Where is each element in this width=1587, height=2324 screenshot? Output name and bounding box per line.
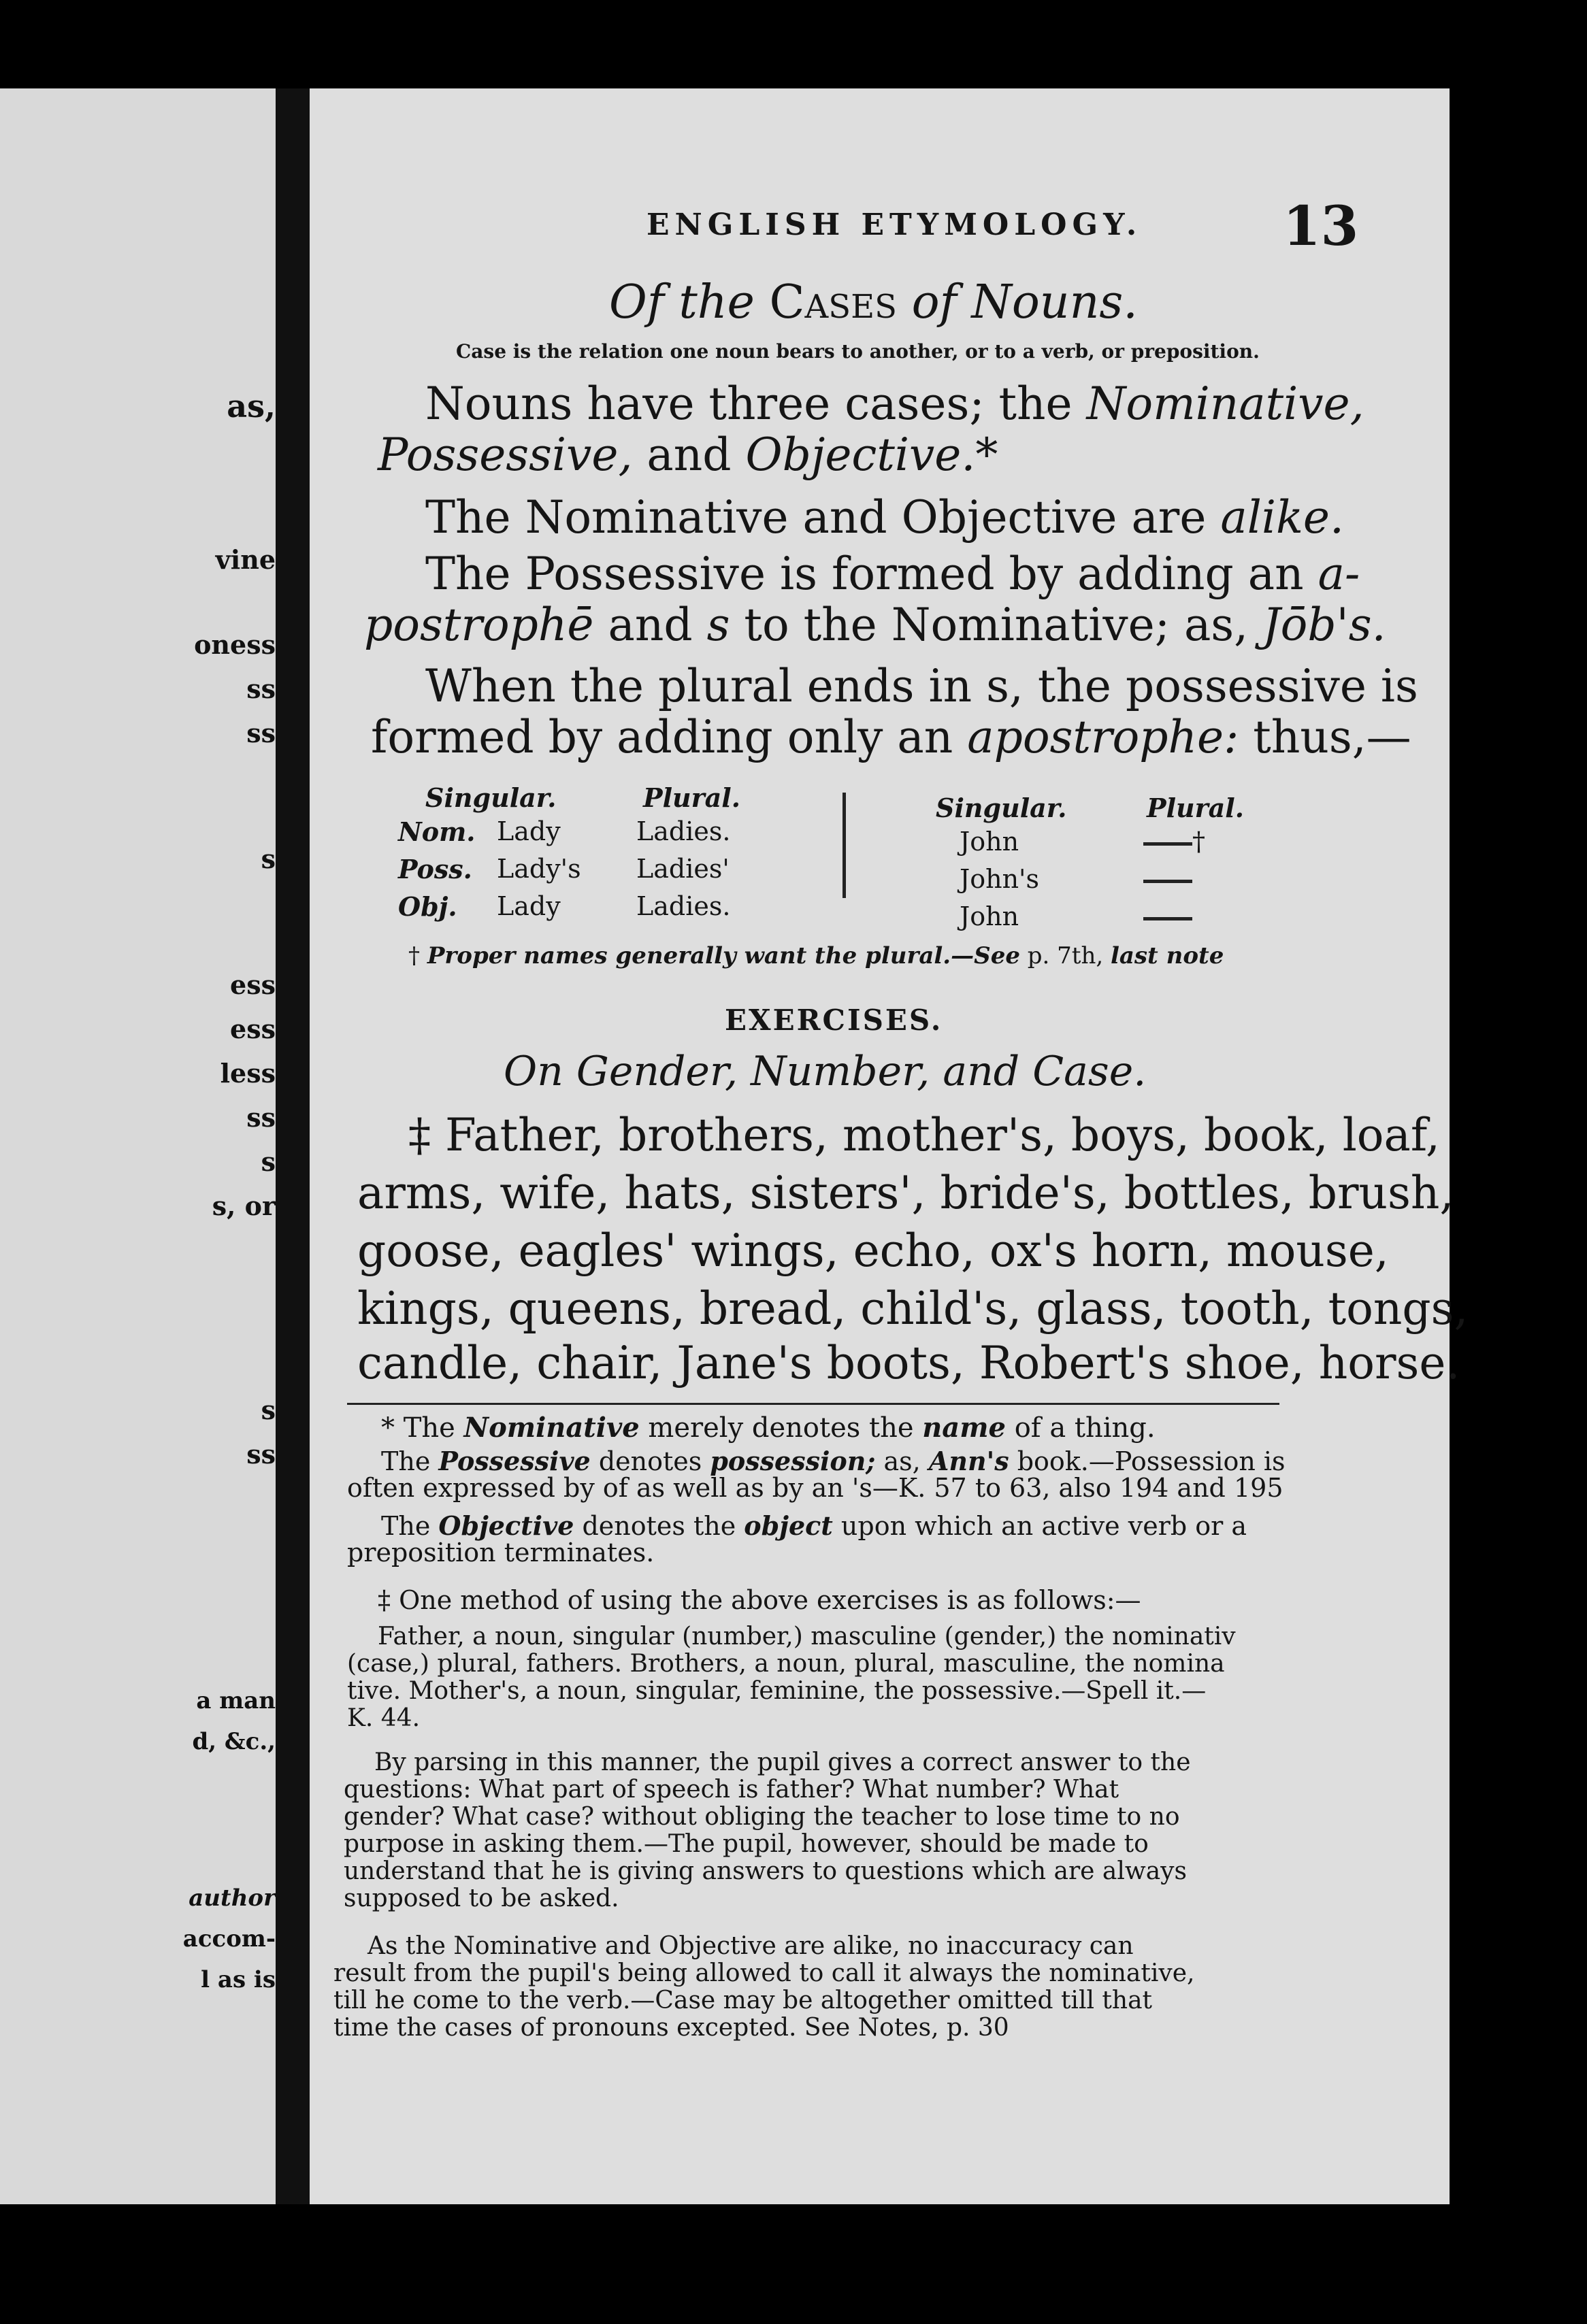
footnote-alike-line: result from the pupil's being allowed to call it always the nominative, [333,1959,1195,1987]
text: Jōb's. [1262,599,1386,651]
exercise-line: arms, wife, hats, sisters', bride's, bottles, brush, [357,1167,1454,1219]
text: book.—Possession is [1009,1446,1286,1476]
footnote-method: ‡ One method of using the above exercises is as follows:— [378,1585,1141,1615]
dagger-mark: † [408,942,420,969]
text: postrophē [364,599,594,651]
text: denotes [590,1446,710,1476]
left-fragment: as, [227,388,276,425]
left-page-cropped-text [0,88,276,2204]
body-line [425,491,1344,544]
left-fragment: ss [246,1439,276,1470]
text: Nominative, [1086,378,1364,430]
plural-dash [1143,827,1205,857]
left-fragment: less [220,1058,276,1089]
text: merely denotes the [639,1412,923,1444]
col-header-singular: Singular. [425,782,557,813]
title-cases: Cases [769,276,898,329]
text: Possessive, [378,429,633,481]
table-divider [842,793,846,898]
left-fragment: ess [230,1014,276,1044]
case-label: Obj. [398,891,457,922]
case-label: Nom. [398,816,476,847]
singular-form: John [960,901,1019,931]
body-line [378,429,998,481]
text: apostrophe: [967,711,1239,763]
left-fragment: oness [194,629,276,660]
text: thus,— [1239,711,1411,763]
table-note [408,942,1224,969]
text: s [706,599,730,651]
body-line [364,599,1386,651]
section-title [609,276,1138,329]
col-header-plural: Plural. [643,782,740,813]
footnote-answer-line: gender? What case? without obliging the teacher to lose time to no [344,1803,1180,1831]
text: Ann's [928,1446,1009,1476]
footnote-parsing-line: tive. Mother's, a noun, singular, feminine, the possessive.—Spell it.— [347,1677,1207,1705]
footnote-rule [347,1403,1279,1405]
body-line: When the plural ends in s, the possessive is [425,660,1418,712]
singular-form: Lady [497,816,561,846]
text: Objective [438,1510,574,1541]
col-header-plural: Plural. [1147,793,1244,823]
footnote-objective-line2: preposition terminates. [347,1538,655,1567]
text: alike. [1220,491,1344,544]
left-fragment: ss [246,674,276,704]
text: upon which an active verb or a [832,1511,1247,1541]
footnote-mark: * [975,429,998,481]
left-page [0,88,276,2204]
title-part: of Nouns. [897,276,1138,329]
footnote-answer-line: By parsing in this manner, the pupil gives a correct answer to the [374,1748,1191,1776]
plural-dash [1143,901,1192,931]
text: a- [1318,548,1360,600]
text: Nominative [463,1412,640,1444]
text: object [744,1510,833,1541]
text: as, [875,1446,929,1476]
footnote-answer-line: understand that he is giving answers to questions which are always [344,1857,1187,1885]
left-fragment: ess [230,969,276,1000]
footnote-parsing-line: (case,) plural, fathers. Brothers, a noun, plural, masculine, the nomina [347,1650,1225,1678]
case-definition: Case is the relation one noun bears to another, or to a verb, or preposition. [456,340,1260,363]
footnote-nominative [381,1412,1156,1444]
text: The [381,1446,439,1476]
footnote-parsing-line: K. 44. [347,1704,421,1732]
running-head: ENGLISH ETYMOLOGY. [647,208,1143,242]
left-fragment: s [261,844,276,874]
plural-form: Ladies. [636,891,731,921]
exercise-line: ‡ Father, brothers, mother's, boys, book, loaf, [408,1109,1440,1161]
text: last note [1110,942,1224,969]
text: to the Nominative; as, [730,599,1263,651]
text: The Nominative and Objective are [425,491,1221,544]
left-fragment: accom- [182,1925,276,1953]
text: Possessive [438,1446,591,1476]
left-fragment: a man [196,1687,276,1714]
left-fragment: s [261,1395,276,1425]
page-number: 13 [1283,194,1359,258]
body-line [425,548,1360,600]
title-part: Of the [609,276,770,329]
col-header-singular: Singular. [936,793,1067,823]
text: The Possessive is formed by adding an [425,548,1318,600]
body-line [425,378,1364,430]
left-fragment: vine [215,544,276,575]
singular-form: John [960,827,1019,857]
text: and [632,429,746,481]
left-fragment: s [261,1146,276,1177]
text: * The [381,1412,464,1444]
text: Proper names generally want the plural.—See [427,942,1020,969]
book-gutter [276,88,310,2204]
text: formed by adding only an [371,711,968,763]
plural-form: Ladies. [636,816,731,846]
text: Nouns have three cases; the [425,378,1087,430]
body-line [371,711,1411,763]
exercise-line: kings, queens, bread, child's, glass, tooth, tongs, [357,1282,1469,1335]
left-fragment: ss [246,718,276,748]
footnote-answer-line: questions: What part of speech is father? What number? What [344,1776,1119,1804]
dagger-mark: † [1192,827,1205,857]
singular-form: John's [960,864,1040,894]
footnote-answer-line: purpose in asking them.—The pupil, however, should be made to [344,1830,1149,1858]
text: denotes the [574,1511,745,1541]
exercise-line: goose, eagles' wings, echo, ox's horn, mouse, [357,1225,1389,1277]
text: and [593,599,707,651]
left-fragment: l as is [201,1966,276,1993]
singular-form: Lady's [497,854,581,884]
exercises-subheading: On Gender, Number, and Case. [504,1048,1147,1095]
footnote-objective [381,1510,1247,1541]
footnote-alike-line: till he come to the verb.—Case may be altogether omitted till that [333,1987,1152,2014]
footnote-answer-line: supposed to be asked. [344,1885,619,1912]
text: possession; [710,1446,876,1476]
plural-form: Ladies' [636,854,730,884]
text: name [922,1412,1006,1444]
text: Objective. [745,429,976,481]
left-fragment: d, &c., [192,1728,276,1755]
footnote-alike-line: time the cases of pronouns excepted. See Notes, p. 30 [333,2014,1009,2042]
footnote-possessive-line2: often expressed by of as well as by an 's—K. 57 to 63, also 194 and 195 [347,1473,1283,1503]
text: The [381,1511,439,1541]
footnote-alike-line: As the Nominative and Objective are alike, no inaccuracy can [367,1932,1134,1960]
plural-dash [1143,864,1192,894]
singular-form: Lady [497,891,561,921]
exercise-line: candle, chair, Jane's boots, Robert's shoe, horse. [357,1337,1460,1389]
text: of a thing. [1006,1412,1156,1444]
left-fragment: ss [246,1102,276,1133]
left-fragment: s, or [212,1191,276,1221]
exercises-heading: EXERCISES. [725,1003,943,1037]
left-fragment: author [189,1885,276,1912]
footnote-parsing-line: Father, a noun, singular (number,) masculine (gender,) the nominativ [378,1623,1236,1650]
text: p. 7th, [1019,942,1111,969]
footnote-possessive [381,1446,1286,1476]
case-label: Poss. [398,854,472,884]
